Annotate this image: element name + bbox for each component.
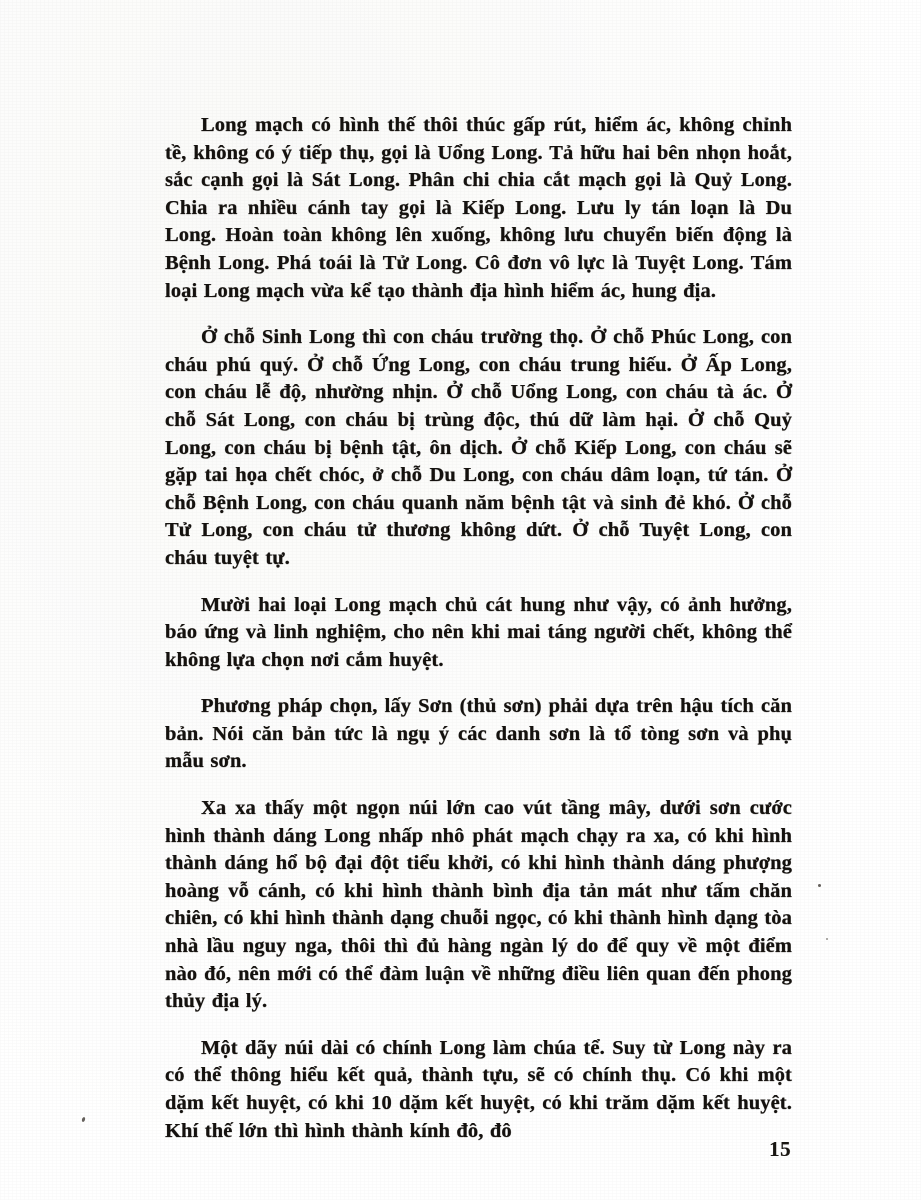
page-number: 15: [769, 1137, 791, 1161]
scan-speck-icon: [818, 884, 821, 887]
paragraph: Ở chỗ Sinh Long thì con cháu trường thọ. Ở chỗ Phúc Long, con cháu phú quý. Ở chỗ Ứng Long, con cháu trung hiếu. Ở Ấp Long, con cháu lễ độ, nhường nhịn. Ở chỗ Uổng Long, con cháu tà ác. Ở chỗ Sát Long, con cháu bị trùng độc, thú dữ làm hại. Ở chỗ Quỷ Long, con cháu bị bệnh tật, ôn dịch. Ở chỗ Kiếp Long, con cháu sẽ gặp tai họa chết chóc, ở chỗ Du Long, con cháu dâm loạn, tứ tán. Ở chỗ Bệnh Long, con cháu quanh năm bệnh tật và sinh đẻ khó. Ở chỗ Tử Long, con cháu tử thương không dứt. Ở chỗ Tuyệt Long, con cháu tuyệt tự.: [165, 326, 792, 569]
paragraph: Xa xa thấy một ngọn núi lớn cao vút tầng mây, dưới sơn cước hình thành dáng Long nhấp nhô phát mạch chạy ra xa, có khi hình thành dáng hổ bộ đại đột tiểu khởi, có khi hình thành dáng phượng hoàng vỗ cánh, có khi hình thành bình địa tản mát như tấm chăn chiên, có khi hình thành dạng chuỗi ngọc, có khi thành hình dạng tòa nhà lầu nguy nga, thôi thì đủ hàng ngàn lý do để quy về một điểm nào đó, nên mới có thể đàm luận về những điều liên quan đến phong thủy địa lý.: [165, 797, 792, 1013]
paragraph: Long mạch có hình thế thôi thúc gấp rút, hiểm ác, không chỉnh tề, không có ý tiếp thụ, gọi là Uổng Long. Tả hữu hai bên nhọn hoắt, sắc cạnh gọi là Sát Long. Phân chi chia cắt mạch gọi là Quỷ Long. Chia ra nhiều cánh tay gọi là Kiếp Long. Lưu ly tán loạn là Du Long. Hoàn toàn không lên xuống, không lưu chuyển biến động là Bệnh Long. Phá toái là Tử Long. Cô đơn vô lực là Tuyệt Long. Tám loại Long mạch vừa kể tạo thành địa hình hiểm ác, hung địa.: [165, 114, 792, 302]
scan-speck-icon: [81, 1117, 85, 1123]
paragraph: Phương pháp chọn, lấy Sơn (thủ sơn) phải dựa trên hậu tích căn bản. Nói căn bản tức là ngụ ý các danh sơn là tổ tòng sơn và phụ mẫu sơn.: [165, 695, 792, 773]
paragraph: Một dãy núi dài có chính Long làm chúa tể. Suy từ Long này ra có thể thông hiểu kết quả, thành tựu, sẽ có chính thụ. Có khi một dặm kết huyệt, có khi 10 dặm kết huyệt, có khi trăm dặm kết huyệt. Khí thế lớn thì hình thành kính đô, đô: [165, 1036, 792, 1142]
paragraph: Mười hai loại Long mạch chủ cát hung như vậy, có ảnh hưởng, báo ứng và linh nghiệm, cho nên khi mai táng người chết, không thể không lựa chọn nơi cắm huyệt.: [165, 593, 792, 671]
page-text-block: [165, 112, 792, 1145]
scan-speck-icon: [826, 938, 828, 940]
